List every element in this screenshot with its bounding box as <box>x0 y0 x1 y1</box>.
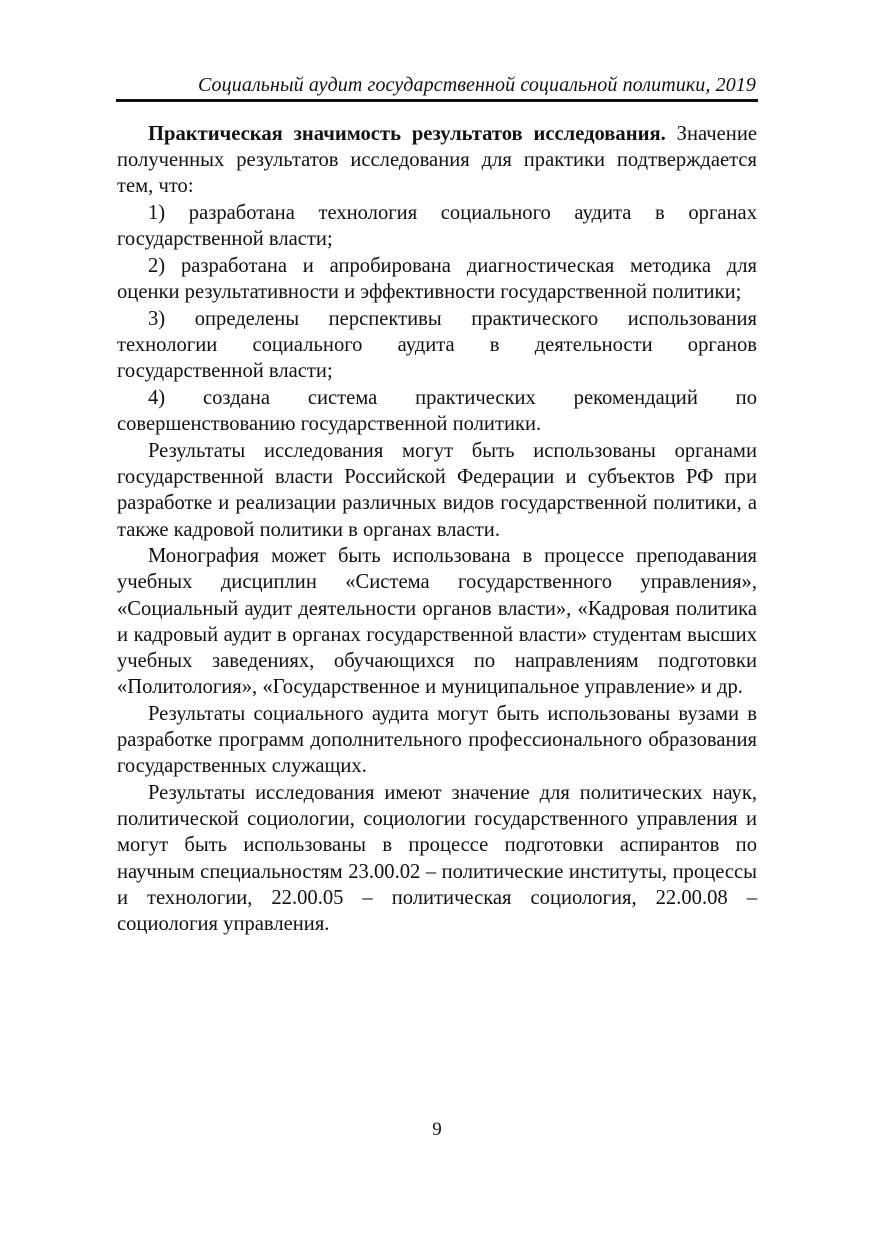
running-header: Социальный аудит государственной социальной политики, 2019 <box>197 74 756 96</box>
page-body <box>117 121 757 938</box>
body-paragraph: Монография может быть использована в процессе преподавания учебных дисциплин «Система государственного управления», «Социальный аудит деятельности органов власти», «Кадровая политика и кадровый аудит в органах государственной власти» студентам высших учебных заведениях, обучающихся по направлениям подготовки «Политология», «Государственное и муниципальное управление» и др. <box>117 545 757 699</box>
body-paragraph: Результаты исследования имеют значение для политических наук, политической социологии, социологии государственного управления и могут быть использованы в процессе подготовки аспирантов по научным специальностям 23.00.02 – политические институты, процессы и технологии, 22.00.05 – политическая социология, 22.00.08 – социология управления. <box>117 782 757 936</box>
body-paragraph: Результаты социального аудита могут быть использованы вузами в разработке программ дополнительного профессионального образования государственных служащих. <box>117 702 757 778</box>
intro-text: Значение полученных результатов исследования для практики подтверждается тем, что: <box>117 123 757 198</box>
header-divider <box>116 99 758 102</box>
page-number: 9 <box>432 1119 442 1140</box>
intro-paragraph <box>117 121 757 200</box>
list-item: 2) разработана и апробирована диагностическая методика для оценки результативности и эффективности государственной политики; <box>117 255 757 304</box>
body-paragraph: Результаты исследования могут быть использованы органами государственной власти Российской Федерации и субъектов РФ при разработке и реализации различных видов государственной политики, а также кадровой политики в органах власти. <box>117 439 757 541</box>
intro-heading: Практическая значимость результатов исследования. <box>148 123 666 145</box>
list-item: 1) разработана технология социального аудита в органах государственной власти; <box>117 202 757 251</box>
list-item: 4) создана система практических рекомендаций по совершенствованию государственной политики. <box>117 387 757 436</box>
list-item: 3) определены перспективы практического использования технологии социального аудита в деятельности органов государственной власти; <box>117 307 757 383</box>
